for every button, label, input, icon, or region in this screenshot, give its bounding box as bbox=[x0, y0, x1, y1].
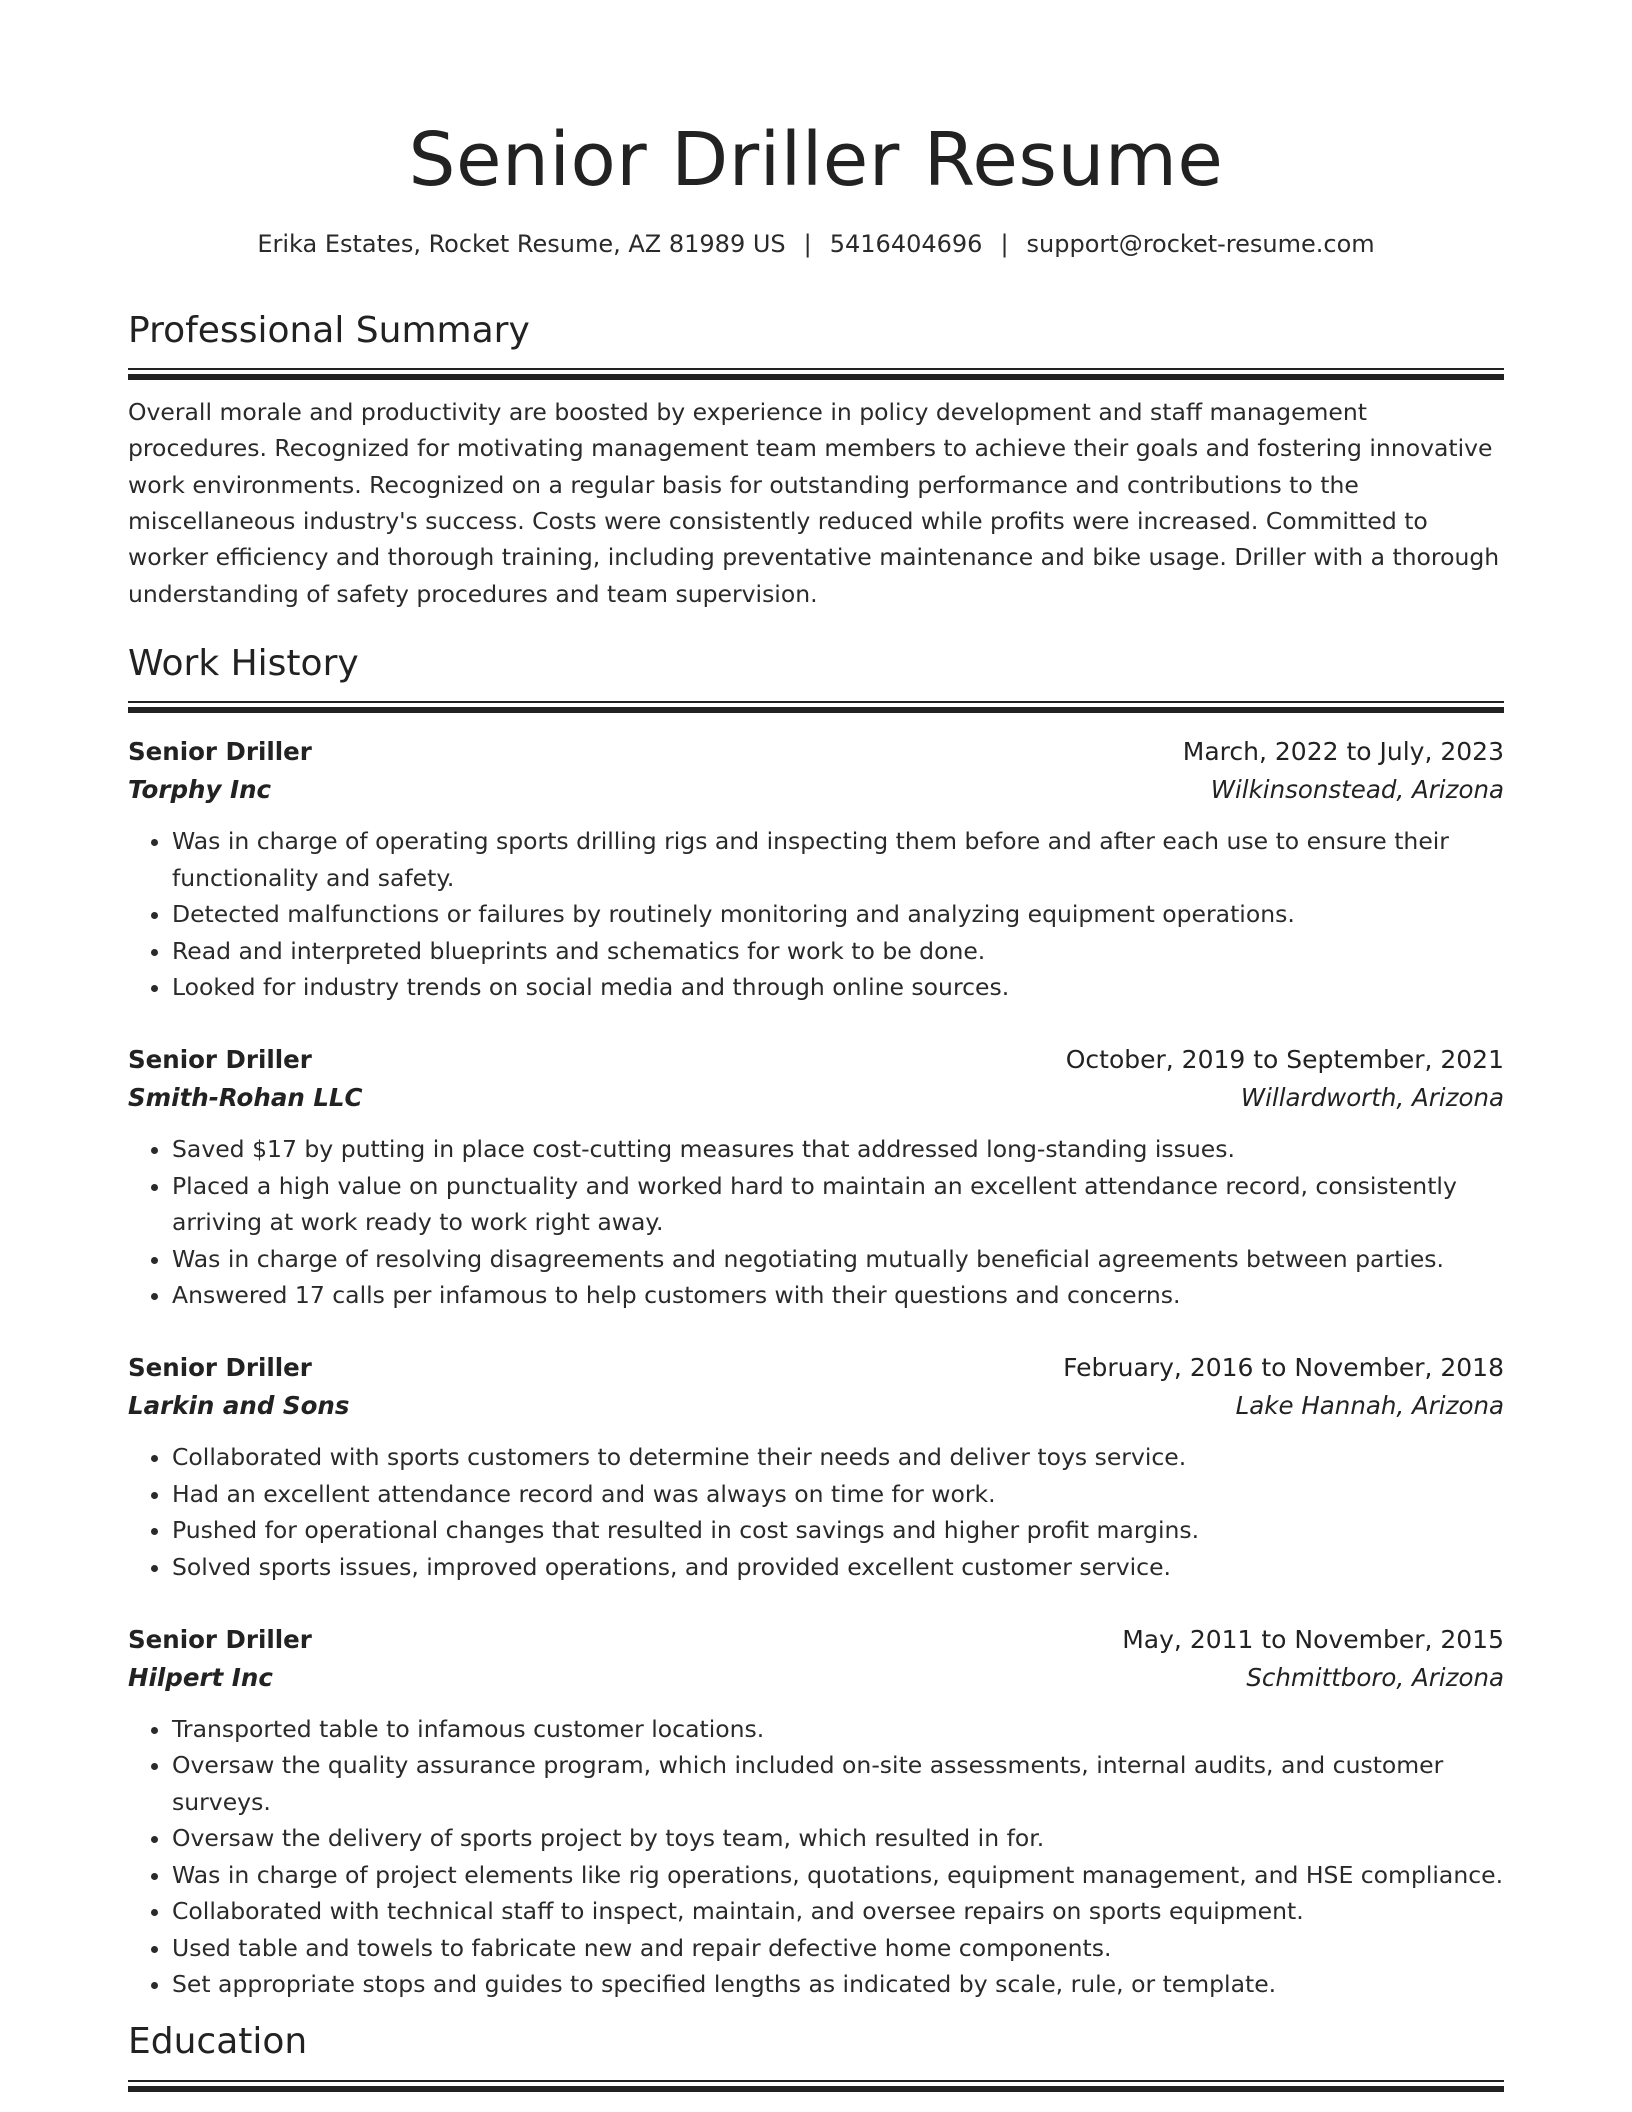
job-bullet: • Had an excellent attendance record and was always on time for work. bbox=[172, 1476, 1504, 1512]
job-dates: March, 2022 to July, 2023 bbox=[1182, 737, 1504, 767]
job-company-row bbox=[128, 1079, 1504, 1117]
job-bullet: • Transported table to infamous customer locations. bbox=[172, 1711, 1504, 1747]
job-bullet: • Collaborated with technical staff to inspect, maintain, and oversee repairs on sports equipment. bbox=[172, 1893, 1504, 1929]
job-header-row bbox=[128, 1621, 1504, 1659]
job-company: Smith-Rohan LLC bbox=[128, 1083, 363, 1113]
page-title: Senior Driller Resume bbox=[408, 117, 1224, 203]
job-dates: February, 2016 to November, 2018 bbox=[1063, 1353, 1504, 1383]
work-history-section bbox=[128, 642, 1504, 2002]
contact-phone: 5416404696 bbox=[829, 230, 983, 259]
job-bullet: • Collaborated with sports customers to determine their needs and deliver toys service. bbox=[172, 1439, 1504, 1475]
contact-separator: | bbox=[803, 230, 812, 259]
job-bullet: • Oversaw the delivery of sports project by toys team, which resulted in for. bbox=[172, 1820, 1504, 1856]
job-bullet: • Oversaw the quality assurance program, which included on-site assessments, internal audits, and customer surveys. bbox=[172, 1747, 1504, 1820]
job-company-row bbox=[128, 771, 1504, 809]
job-company-row bbox=[128, 1659, 1504, 1697]
job-bullet: • Was in charge of operating sports drilling rigs and inspecting them before and after each use to ensure their functionality and safety. bbox=[172, 823, 1504, 896]
job-entry bbox=[128, 1621, 1504, 2002]
job-dates: October, 2019 to September, 2021 bbox=[1065, 1045, 1504, 1075]
job-dates: May, 2011 to November, 2015 bbox=[1122, 1625, 1504, 1655]
job-title: Senior Driller bbox=[128, 1625, 312, 1655]
job-location: Wilkinsonstead, Arizona bbox=[1210, 775, 1504, 805]
job-bullet: • Saved $17 by putting in place cost-cutting measures that addressed long-standing issues. bbox=[172, 1131, 1504, 1167]
job-bullet-list bbox=[128, 823, 1504, 1005]
contact-separator: | bbox=[1000, 230, 1009, 259]
job-bullet: • Placed a high value on punctuality and worked hard to maintain an excellent attendance record, consistently arriving at work ready to work right away. bbox=[172, 1168, 1504, 1241]
job-entry bbox=[128, 1349, 1504, 1585]
professional-summary-section bbox=[128, 309, 1504, 613]
job-bullet: • Set appropriate stops and guides to specified lengths as indicated by scale, rule, or template. bbox=[172, 1966, 1504, 2002]
summary-text: Overall morale and productivity are boosted by experience in policy development and staff management procedures. Recognized for motivating management team members to achieve their goals and fostering innovative work environments. Recognized on a regular basis for outstanding performance and contributions to the miscellaneous industry's success. Costs were consistently reduced while profits were increased. Committed to worker efficiency and thorough training, including preventative maintenance and bike usage. Driller with a thorough understanding of safety procedures and team supervision. bbox=[128, 397, 1500, 608]
job-title: Senior Driller bbox=[128, 737, 312, 767]
job-location: Schmittboro, Arizona bbox=[1246, 1663, 1504, 1693]
job-title: Senior Driller bbox=[128, 1045, 312, 1075]
job-bullet: • Was in charge of resolving disagreements and negotiating mutually beneficial agreements between parties. bbox=[172, 1241, 1504, 1277]
job-company-row bbox=[128, 1387, 1504, 1425]
job-bullet: • Was in charge of project elements like rig operations, quotations, equipment management, and HSE compliance. bbox=[172, 1857, 1504, 1893]
contact-address: Erika Estates, Rocket Resume, AZ 81989 US bbox=[257, 230, 786, 259]
job-header-row bbox=[128, 733, 1504, 771]
job-location: Willardworth, Arizona bbox=[1240, 1083, 1504, 1113]
resume-page bbox=[128, 117, 1504, 2092]
job-bullet: • Detected malfunctions or failures by routinely monitoring and analyzing equipment operations. bbox=[172, 896, 1504, 932]
section-heading-summary: Professional Summary bbox=[128, 309, 530, 351]
job-company: Hilpert Inc bbox=[128, 1663, 273, 1693]
job-bullet: • Solved sports issues, improved operations, and provided excellent customer service. bbox=[172, 1549, 1504, 1585]
section-heading-education: Education bbox=[128, 2021, 308, 2063]
section-divider bbox=[128, 2080, 1504, 2092]
section-heading-work-history: Work History bbox=[128, 643, 359, 685]
section-divider bbox=[128, 368, 1504, 380]
job-bullet: • Used table and towels to fabricate new and repair defective home components. bbox=[172, 1930, 1504, 1966]
job-bullet: • Answered 17 calls per infamous to help customers with their questions and concerns. bbox=[172, 1277, 1504, 1313]
job-header-row bbox=[128, 1041, 1504, 1079]
job-title: Senior Driller bbox=[128, 1353, 312, 1383]
job-entry bbox=[128, 733, 1504, 1005]
job-bullet: • Read and interpreted blueprints and schematics for work to be done. bbox=[172, 933, 1504, 969]
section-divider bbox=[128, 701, 1504, 713]
job-bullet-list bbox=[128, 1711, 1504, 2002]
job-bullet: • Pushed for operational changes that resulted in cost savings and higher profit margins. bbox=[172, 1512, 1504, 1548]
job-company: Torphy Inc bbox=[128, 775, 272, 805]
job-list bbox=[128, 733, 1504, 2002]
job-location: Lake Hannah, Arizona bbox=[1235, 1391, 1504, 1421]
contact-email: support@rocket-resume.com bbox=[1026, 230, 1375, 259]
job-bullet: • Looked for industry trends on social media and through online sources. bbox=[172, 969, 1504, 1005]
job-bullet-list bbox=[128, 1131, 1504, 1313]
job-header-row bbox=[128, 1349, 1504, 1387]
job-bullet-list bbox=[128, 1439, 1504, 1585]
contact-line bbox=[128, 229, 1504, 260]
job-company: Larkin and Sons bbox=[128, 1391, 350, 1421]
job-entry bbox=[128, 1041, 1504, 1313]
education-section bbox=[128, 2020, 1504, 2091]
